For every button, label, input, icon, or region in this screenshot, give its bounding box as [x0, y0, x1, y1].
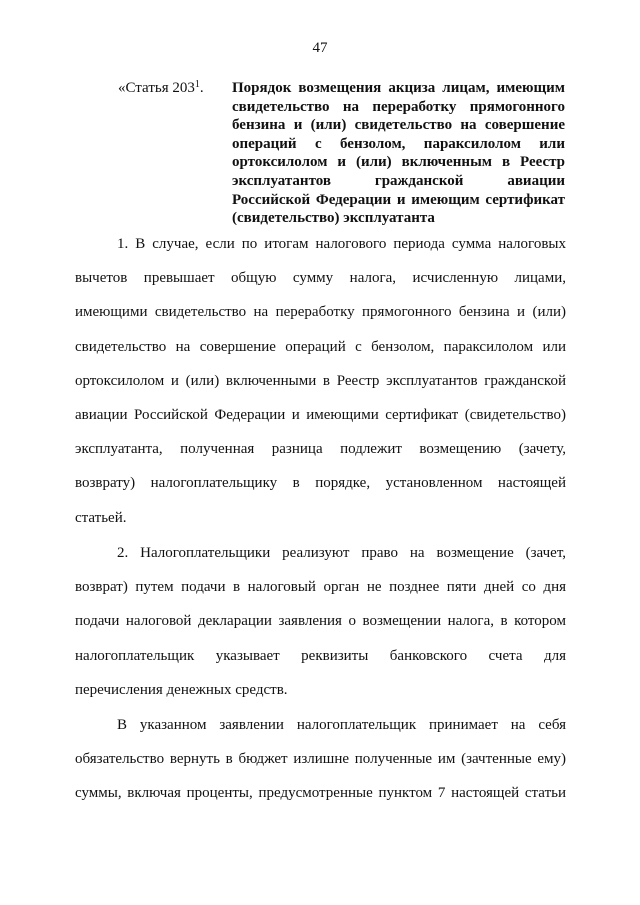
paragraph-line: налогоплательщик указывает реквизиты банковского счета для	[75, 647, 566, 664]
article-label-prefix: «Статья 203	[118, 80, 195, 96]
article-title-line: (свидетельство) эксплуатанта	[232, 210, 435, 227]
paragraph-line: эксплуатанта, полученная разница подлежит возмещению (зачету,	[75, 441, 566, 458]
paragraph-line: суммы, включая проценты, предусмотренные пунктом 7 настоящей статьи	[75, 785, 566, 802]
page-number: 47	[312, 40, 328, 56]
paragraph-line: перечисления денежных средств.	[75, 681, 288, 698]
article-title-line: Российской Федерации и имеющим сертификат	[232, 191, 565, 208]
article-title-line: ортоксилолом и (или) включенным в Реестр	[232, 154, 565, 171]
paragraph-line: В указанном заявлении налогоплательщик принимает на себя	[117, 717, 566, 733]
paragraph-line: свидетельство на совершение операций с бензолом, параксилолом или	[75, 338, 566, 355]
article-title-line: свидетельство на переработку прямогонного	[232, 98, 565, 115]
paragraph-1	[75, 227, 566, 535]
article-title-line: эксплуатантов гражданской авиации	[232, 172, 565, 189]
paragraph-line: возврат) путем подачи в налоговый орган не позднее пяти дней со дня	[75, 579, 566, 596]
paragraph-line: 2. Налогоплательщики реализуют право на возмещение (зачет,	[117, 545, 566, 561]
article-title-line: операций с бензолом, параксилолом или	[232, 135, 565, 152]
paragraph-line: 1. В случае, если по итогам налогового периода сумма налоговых	[117, 236, 566, 252]
article-label-superscript: 1	[194, 79, 200, 90]
article-title-line: бензина и (или) свидетельство на совершение	[232, 117, 565, 134]
article-label-suffix: .	[199, 80, 204, 96]
paragraph-line: статьей.	[75, 509, 127, 526]
article-title-line: Порядок возмещения акциза лицам, имеющим	[232, 80, 565, 96]
paragraph-line: авиации Российской Федерации и имеющими сертификат (свидетельство)	[75, 406, 566, 423]
paragraph-2	[75, 536, 566, 707]
paragraph-3	[75, 708, 566, 811]
paragraph-line: ортоксилолом и (или) включенными в Реестр эксплуатантов гражданской	[75, 372, 566, 389]
paragraph-line: вычетов превышает общую сумму налога, исчисленную лицами,	[75, 270, 566, 287]
paragraph-line: имеющими свидетельство на переработку прямогонного бензина и (или)	[75, 304, 566, 321]
paragraph-line: возврату) налогоплательщику в порядке, установленном настоящей	[75, 475, 566, 492]
paragraph-line: подачи налоговой декларации заявления о возмещении налога, в котором	[75, 613, 566, 630]
paragraph-line: обязательство вернуть в бюджет излишне полученные им (зачтенные ему)	[75, 751, 566, 768]
article-title	[232, 79, 565, 228]
article-label	[118, 79, 204, 97]
